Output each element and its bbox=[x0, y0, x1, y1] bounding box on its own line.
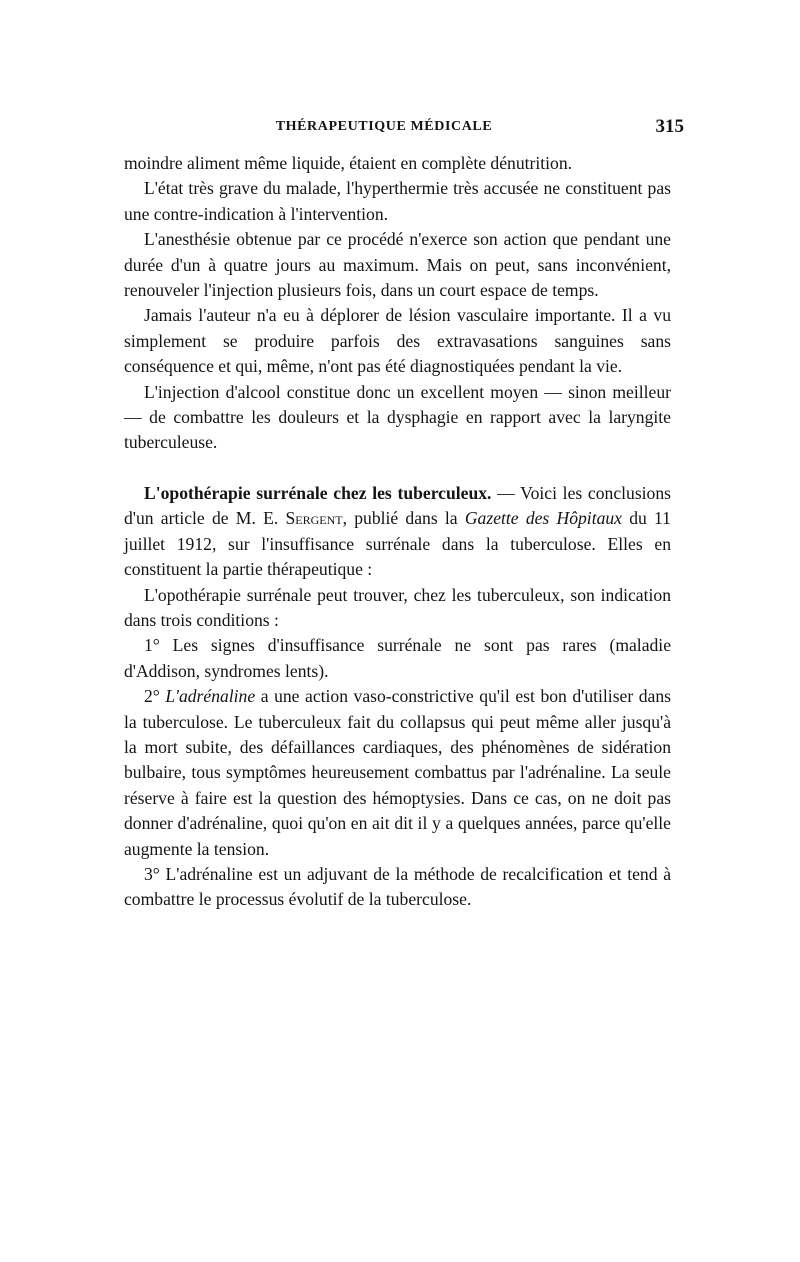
intro-text: — Voici les conclusions d'un article de M. E. bbox=[124, 482, 671, 529]
intro-text: du 11 juillet 1912, sur l'insuffisance surrénale dans la tuberculose. Elles en constituent la partie thérapeutique : bbox=[124, 508, 671, 580]
paragraph: L'injection d'alcool constitue donc un excellent moyen — sinon meilleur — de combattre les douleurs et la dysphagie en rapport avec la laryngite tuberculeuse. bbox=[124, 381, 671, 453]
list-item-prefix: 2° bbox=[144, 686, 166, 707]
body-text bbox=[124, 151, 671, 913]
list-item: 3° L'adrénaline est un adjuvant de la méthode de recalcification et tend à combattre le processus évolutif de la tuberculose. bbox=[124, 863, 671, 910]
paragraph: L'anesthésie obtenue par ce procédé n'exerce son action que pendant une durée d'un à quatre jours au maximum. Mais on peut, sans inconvénient, renouveler l'injection plusieurs fois, dans un court espace de temps. bbox=[124, 229, 671, 301]
author-name: Sergent bbox=[285, 508, 343, 529]
paragraph: L'opothérapie surrénale peut trouver, chez les tuberculeux, son indication dans trois conditions : bbox=[124, 584, 671, 630]
journal-title: Gazette des Hôpitaux bbox=[464, 508, 622, 529]
paragraph: Jamais l'auteur n'a eu à déplorer de lésion vasculaire importante. Il a vu simplement se produire parfois des extravasations sanguines sans conséquence et qui, même, n'ont pas été diagnostiquées pendant la vie. bbox=[124, 305, 671, 377]
list-item bbox=[124, 684, 671, 862]
section-intro-paragraph bbox=[124, 481, 671, 583]
list-item-term: L'adrénaline bbox=[165, 686, 256, 707]
list-item-text: a une action vaso-constrictive qu'il est bon d'utiliser dans la tuberculose. Le tuberculeux fait du collapsus qui peut même aller jusqu'à la mort subite, des défaillances cardiaques, des phénomènes de sidération bulbaire, tous symptômes heureusement combattus par l'adrénaline. La seule réserve à faire est la question des hémoptysies. Dans ce cas, on ne doit pas donner d'adrénaline, quoi qu'on en ait dit il y a quelques années, parce qu'elle augmente la tension. bbox=[124, 686, 672, 859]
intro-text: , publié dans la bbox=[342, 508, 465, 529]
section-title: L'opothérapie surrénale chez les tuberculeux. bbox=[144, 482, 492, 503]
page-number: 315 bbox=[655, 116, 684, 137]
running-title: THÉRAPEUTIQUE MÉDICALE bbox=[275, 119, 493, 134]
paragraph: moindre aliment même liquide, étaient en complète dénutrition. bbox=[124, 153, 573, 173]
running-head bbox=[124, 116, 684, 140]
paragraph: L'état très grave du malade, l'hyperthermie très accusée ne constituent pas une contre-indication à l'intervention. bbox=[124, 178, 671, 224]
list-item: 1° Les signes d'insuffisance surrénale ne sont pas rares (maladie d'Addison, syndromes lents). bbox=[124, 635, 671, 681]
